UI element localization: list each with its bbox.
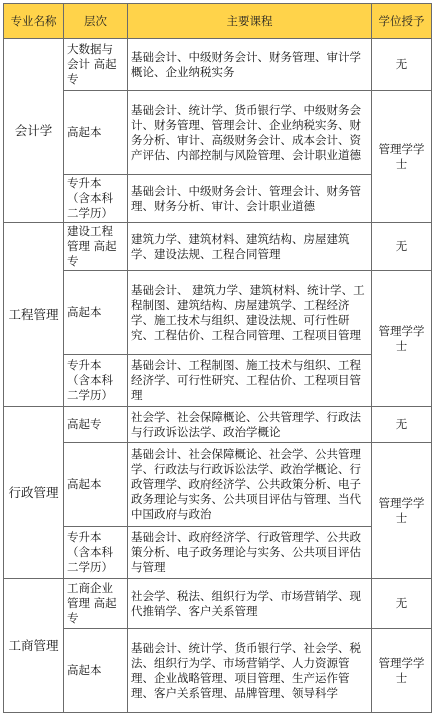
- courses-cell: 基础会计、工程制图、施工技术与组织、工程经济学、可行性研究、工程估价、工程项目管理: [128, 355, 372, 407]
- major-cell: 工程管理: [4, 223, 64, 407]
- level-cell: 专升本（含本科二学历）: [64, 175, 128, 223]
- courses-cell: 基础会计、 建筑力学、建筑材料、统计学、工程制图、建筑结构、房屋建筑学、工程经济学、施工技术与组织、建设法规、可行性研究、工程估价、工程合同管理、工程项目管理: [128, 271, 372, 355]
- degree-program-table: [3, 3, 432, 713]
- courses-cell: 基础会计、社会保障概论、社会学、公共管理学、行政法与行政诉讼法学、政治学概论、行政管理学、政府经济学、公共政策分析、电子政务理论与实务、公共项目评估与管理、当代中国政府与政治: [128, 443, 372, 527]
- table-row: [4, 91, 432, 175]
- header-major: 专业名称: [4, 4, 64, 39]
- level-cell: 高起本: [64, 271, 128, 355]
- header-courses: 主要课程: [128, 4, 372, 39]
- table-row: [4, 223, 432, 271]
- major-cell: 工商管理: [4, 579, 64, 713]
- table-header-row: [4, 4, 432, 39]
- header-level: 层次: [64, 4, 128, 39]
- table-row: [4, 175, 432, 223]
- major-cell: 会计学: [4, 39, 64, 223]
- courses-cell: 基础会计、政府经济学、行政管理学、公共政策分析、电子政务理论与实务、公共项目评估与管理: [128, 527, 372, 579]
- table-row: [4, 629, 432, 713]
- courses-cell: 基础会计、中级财务会计、管理会计、财务管理、财务分析、审计、会计职业道德: [128, 175, 372, 223]
- level-cell: 高起本: [64, 629, 128, 713]
- level-cell: 高起本: [64, 443, 128, 527]
- degree-cell: 管理学学士: [372, 629, 432, 713]
- level-cell: 专升本（含本科二学历）: [64, 527, 128, 579]
- level-cell: 高起本: [64, 91, 128, 175]
- degree-cell: 管理学学士: [372, 271, 432, 407]
- degree-cell: 管理学学士: [372, 443, 432, 579]
- table-row: [4, 407, 432, 443]
- courses-cell: 基础会计、统计学、货币银行学、社会学、税法、组织行为学、市场营销学、人力资源管理、企业战略管理、项目管理、生产运作管理、客户关系管理、品牌管理、领导科学: [128, 629, 372, 713]
- table-row: [4, 355, 432, 407]
- degree-cell: 无: [372, 579, 432, 629]
- courses-cell: 社会学、税法、组织行为学、市场营销学、现代推销学、客户关系管理: [128, 579, 372, 629]
- degree-cell: 无: [372, 223, 432, 271]
- level-cell: 建设工程管理 高起专: [64, 223, 128, 271]
- table-row: [4, 271, 432, 355]
- table-row: [4, 39, 432, 91]
- courses-cell: 建筑力学、建筑材料、建筑结构、房屋建筑学、建设法规、工程合同管理: [128, 223, 372, 271]
- level-cell: 高起专: [64, 407, 128, 443]
- level-cell: 专升本（含本科二学历）: [64, 355, 128, 407]
- degree-cell: 无: [372, 407, 432, 443]
- courses-cell: 基础会计、中级财务会计、财务管理、审计学概论、企业纳税实务: [128, 39, 372, 91]
- table-row: [4, 443, 432, 527]
- level-cell: 工商企业管理 高起专: [64, 579, 128, 629]
- level-cell: 大数据与会计 高起专: [64, 39, 128, 91]
- degree-cell: 无: [372, 39, 432, 91]
- courses-cell: 基础会计、统计学、货币银行学、中级财务会计、财务管理、管理会计、企业纳税实务、财务分析、审计、高级财务会计、成本会计、资产评估、内部控制与风险管理、会计职业道德: [128, 91, 372, 175]
- major-cell: 行政管理: [4, 407, 64, 579]
- degree-cell: 管理学学士: [372, 91, 432, 223]
- header-degree: 学位授予: [372, 4, 432, 39]
- table-row: [4, 527, 432, 579]
- courses-cell: 社会学、社会保障概论、公共管理学、行政法与行政诉讼法学、政治学概论: [128, 407, 372, 443]
- table-row: [4, 579, 432, 629]
